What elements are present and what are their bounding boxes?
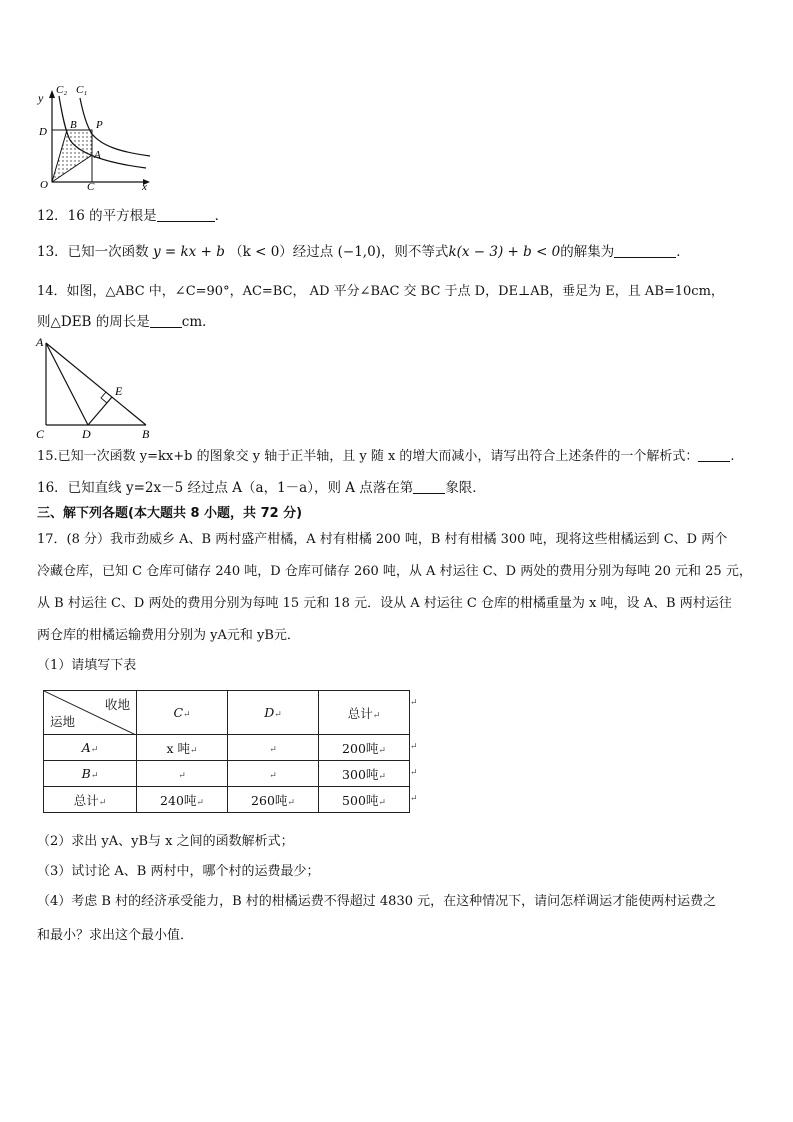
label-c1: C₁ <box>76 84 88 96</box>
question-17-sub4-line1: （4）考虑 B 村的经济承受能力，B 村的柑橘运费不得超过 4830 元，在这种情况下，请问怎样调运才能使两村运费之 <box>37 894 717 909</box>
label-c2: C₂ <box>56 84 68 96</box>
row-end-mark: ↵ <box>410 742 418 752</box>
question-17-sub1: （1）请填写下表 <box>37 658 137 673</box>
q16-text: 16．已知直线 y=2x－5 经过点 A（a，1－a），则 A 点落在第 <box>37 480 414 496</box>
table-row <box>44 761 410 787</box>
question-12 <box>37 206 228 226</box>
question-17-line1: 17．(8 分）我市劲威乡 A、B 两村盛产柑橘，A 村有柑橘 200 吨，B 村有柑橘 300 吨，现将这些柑橘运到 C、D 两个 <box>37 532 728 547</box>
question-17-line2: 冷藏仓库，已知 C 仓库可储存 240 吨，D 仓库可储存 260 吨，从 A 村运往 C、D 两处的费用分别为每吨 20 元和 25 元， <box>37 564 752 579</box>
q13-answer-blank[interactable] <box>614 243 676 258</box>
q14-line2-text: 则△DEB 的周长是 <box>37 314 150 330</box>
section-3-title: 三、解下列各题(本大题共 8 小题，共 72 分) <box>37 506 303 521</box>
q15-end: . <box>730 449 735 464</box>
question-17-line3: 从 B 村运往 C、D 两处的费用分别为每吨 15 元和 18 元．设从 A 村运往 C 仓库的柑橘重量为 x 吨，设 A、B 两村运往 <box>37 596 732 611</box>
right-angle-mark <box>101 392 107 403</box>
header-c: C↵ <box>137 691 228 735</box>
cell-a-d[interactable]: ↵ <box>228 735 319 761</box>
q13-end: ． <box>676 244 690 260</box>
y-axis-arrow <box>49 90 55 98</box>
label-a: A <box>94 149 101 161</box>
label-x: x <box>142 181 147 193</box>
row-end-mark: ↵ <box>410 698 418 708</box>
shaded-region <box>52 130 92 182</box>
cell-a-total: 200吨↵ <box>319 735 410 761</box>
label-d: D <box>82 427 91 441</box>
row-end-mark: ↵ <box>410 794 418 804</box>
cell-total-d: 260吨↵ <box>228 787 319 813</box>
header-total: 总计↵ <box>319 691 410 735</box>
header-origin: 运地 <box>50 714 76 729</box>
question-17-sub2: （2）求出 yA、yB与 x 之间的函数解析式； <box>37 834 294 849</box>
cell-b-c[interactable]: ↵ <box>137 761 228 787</box>
label-e: E <box>115 384 123 398</box>
q13-formula: y = kx + b <box>152 244 225 260</box>
table-row <box>44 787 410 813</box>
header-destination: 收地 <box>104 697 130 712</box>
label-c: C <box>36 427 45 441</box>
q14-end: cm． <box>181 314 216 330</box>
label-y: y <box>38 91 44 105</box>
question-17-sub4-line2: 和最小？求出这个最小值． <box>37 928 194 943</box>
q12-text: 12．16 的平方根是 <box>37 208 157 224</box>
question-15 <box>37 447 735 467</box>
question-14-line1: 14．如图，△ABC 中，∠C=90°，AC=BC， AD 平分∠BAC 交 BC 于点 D，DE⊥AB，垂足为 E，且 AB=10cm， <box>37 284 724 299</box>
table-row <box>44 735 410 761</box>
q12-answer-blank[interactable] <box>157 207 215 222</box>
q13-text-b: ，则不等式 <box>380 244 449 260</box>
hyperbola-figure <box>30 80 160 195</box>
q13-inequality: k(x − 3) + b < 0 <box>448 244 561 260</box>
label-p: P <box>96 119 103 131</box>
cell-total-total: 500吨↵ <box>319 787 410 813</box>
q13-cond: （k < 0）经过点 <box>229 244 334 260</box>
question-13 <box>37 242 690 262</box>
q13-text-a: 13．已知一次函数 <box>37 244 149 260</box>
label-c: C <box>87 181 95 193</box>
question-17-sub3: （3）试讨论 A、B 两村中，哪个村的运费最少； <box>37 864 320 879</box>
cell-a-c[interactable]: x 吨↵ <box>137 735 228 761</box>
transport-table <box>43 690 410 813</box>
q14-answer-blank[interactable] <box>150 313 182 328</box>
cell-b-d[interactable]: ↵ <box>228 761 319 787</box>
row-end-mark: ↵ <box>410 768 418 778</box>
question-16 <box>37 478 486 498</box>
q13-point: (−1,0) <box>337 244 381 260</box>
segment-de <box>88 397 112 425</box>
question-14-line2 <box>37 312 216 332</box>
label-b: B <box>70 119 77 131</box>
triangle-figure <box>34 335 164 443</box>
row-label-a: A↵ <box>44 735 137 761</box>
table-header-corner <box>44 691 137 735</box>
label-b: B <box>142 427 150 441</box>
q12-end: ． <box>214 208 229 224</box>
q15-text: 15.已知一次函数 y=kx+b 的图象交 y 轴于正半轴，且 y 随 x 的增大而减小，请写出符合上述条件的一个解析式： <box>37 449 699 464</box>
label-a: A <box>36 335 44 349</box>
q16-answer-blank[interactable] <box>413 479 445 494</box>
question-17-line4: 两仓库的柑橘运输费用分别为 yA元和 yB元． <box>37 628 300 643</box>
cell-total-c: 240吨↵ <box>137 787 228 813</box>
label-d: D <box>39 126 47 138</box>
segment-ad <box>46 343 88 425</box>
cell-b-total: 300吨↵ <box>319 761 410 787</box>
side-ab <box>46 343 146 425</box>
q13-text-c: 的解集为 <box>560 244 615 260</box>
row-label-total: 总计↵ <box>44 787 137 813</box>
header-d: D↵ <box>228 691 319 735</box>
q15-answer-blank[interactable] <box>698 447 730 462</box>
q16-end: 象限． <box>445 480 486 496</box>
label-o: O <box>40 179 48 191</box>
row-label-b: B↵ <box>44 761 137 787</box>
